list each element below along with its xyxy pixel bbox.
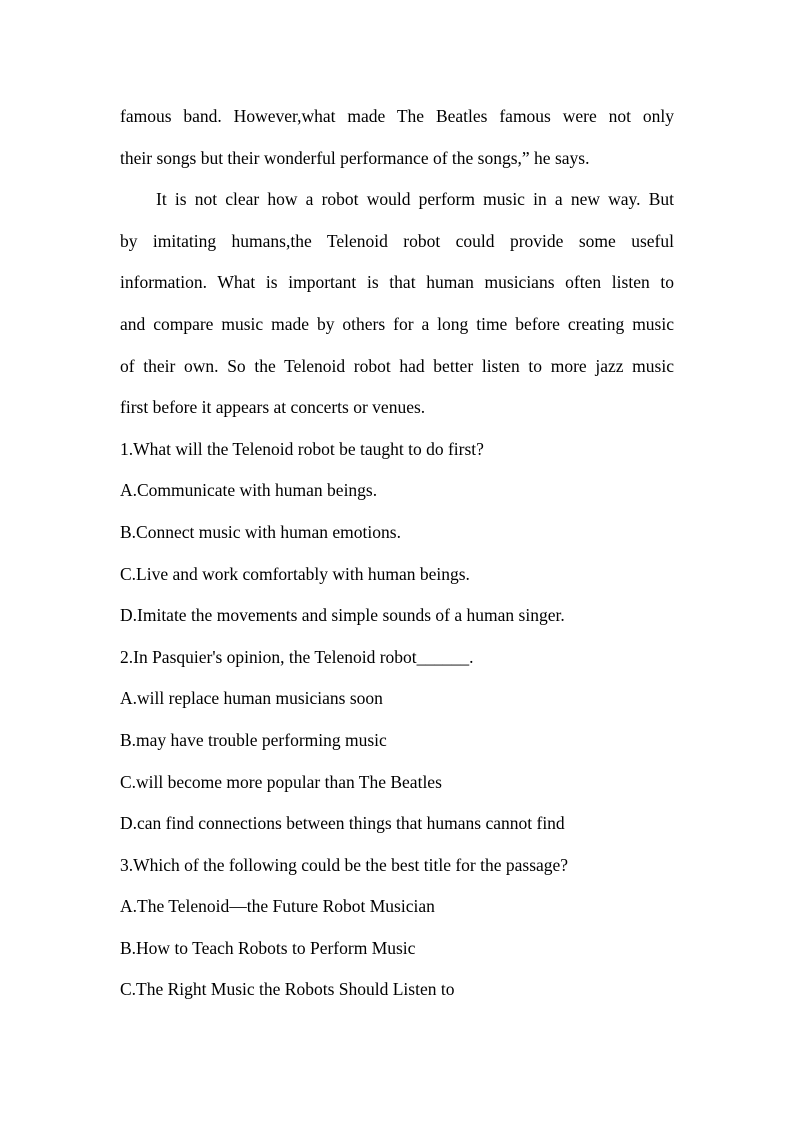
question-option: D.Imitate the movements and simple sounds of a human singer. — [120, 605, 565, 626]
question-option: A.Communicate with human beings. — [120, 480, 378, 501]
passage-line: famous band. However,what made The Beatles famous were not only — [120, 106, 674, 126]
passage-line: of their own. So the Telenoid robot had better listen to more jazz music — [120, 355, 674, 376]
question-option: C.The Right Music the Robots Should Listen to — [120, 979, 455, 1000]
question-option: B.may have trouble performing music — [120, 729, 387, 750]
question-stem: 2.In Pasquier's opinion, the Telenoid robot______. — [120, 646, 474, 667]
passage-line: and compare music made by others for a long time before creating music — [120, 313, 674, 334]
passage-line: their songs but their wonderful performance of the songs,” he says. — [120, 147, 590, 168]
question-option: A.will replace human musicians soon — [120, 688, 383, 709]
passage-line: by imitating humans,the Telenoid robot could provide some useful — [120, 230, 674, 251]
question-option: C.will become more popular than The Beatles — [120, 771, 442, 792]
question-option: B.How to Teach Robots to Perform Music — [120, 937, 416, 958]
passage-line: It is not clear how a robot would perform music in a new way. But — [156, 189, 674, 210]
document-content — [120, 96, 674, 1011]
question-option: A.The Telenoid—the Future Robot Musician — [120, 896, 435, 917]
question-stem: 3.Which of the following could be the best title for the passage? — [120, 854, 569, 875]
passage-line: first before it appears at concerts or venues. — [120, 397, 426, 418]
question-option: C.Live and work comfortably with human beings. — [120, 563, 470, 584]
question-option: D.can find connections between things that humans cannot find — [120, 813, 565, 834]
question-option: B.Connect music with human emotions. — [120, 521, 401, 542]
passage-line: information. What is important is that human musicians often listen to — [120, 272, 674, 293]
question-stem: 1.What will the Telenoid robot be taught to do first? — [120, 438, 484, 459]
